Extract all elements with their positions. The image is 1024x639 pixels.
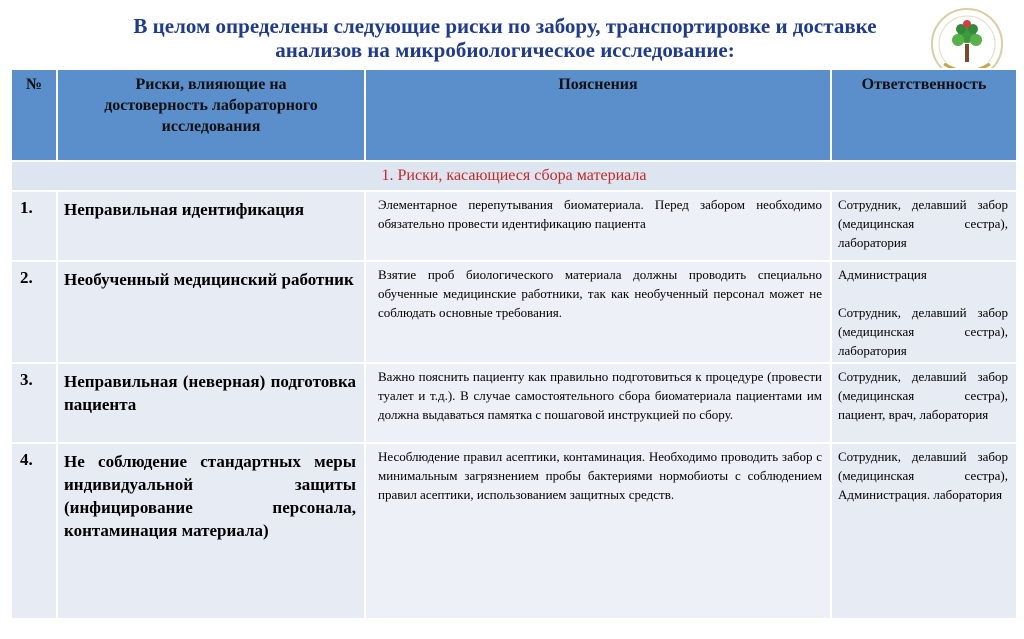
risk-table [10,68,1018,620]
row-number: 3. [11,363,57,443]
header-row [11,69,1017,161]
risk-explanation: Несоблюдение правил асептики, контаминация. Необходимо проводить забор с минимальным загрязнением пробы бактериями нормобиоты с соблюдением правил асептики, использованием защитных средств. [365,443,831,619]
header-explanations: Пояснения [365,69,831,161]
section-title: 1. Риски, касающиеся сбора материала [11,161,1017,191]
risk-responsibility [831,363,1017,443]
section-row [11,161,1017,191]
risk-explanation: Важно пояснить пациенту как правильно подготовиться к процедуре (провести туалет и т.д.). В случае самостоятельного сбора биоматериала пациентами им должна выдаваться памятка с пошаговой инструкцией по сбору. [365,363,831,443]
header-responsibility: Ответственность [831,69,1017,161]
risk-responsibility [831,261,1017,363]
responsibility-text: Сотрудник, делавший забор (медицинская сестра), лаборатория [838,197,1008,250]
table-row [11,363,1017,443]
header-risks: Риски, влияющие на достоверность лабораторного исследования [57,69,365,161]
table-row [11,443,1017,619]
responsibility-text: Сотрудник, делавший забор (медицинская сестра), лаборатория [838,305,1008,358]
risk-responsibility [831,191,1017,261]
row-number: 1. [11,191,57,261]
risk-explanation: Элементарное перепутывания биоматериала. Перед забором необходимо обязательно провести идентификацию пациента [365,191,831,261]
title-line-1: В целом определены следующие риски по забору, транспортировке и доставке [133,14,877,38]
responsibility-text: Сотрудник, делавший забор (медицинская сестра), пациент, врач, лаборатория [838,369,1008,422]
header-num: № [11,69,57,161]
responsibility-text: Администрация [838,267,927,282]
risk-name: Необученный медицинский работник [57,261,365,363]
title-line-2: анализов на микробиологическое исследование: [275,38,735,62]
risk-explanation: Взятие проб биологического материала должны проводить специально обученные медицинские работники, так как необученный персонал может не соблюдать основные требования. [365,261,831,363]
table-row [11,261,1017,363]
risk-name: Неправильная идентификация [57,191,365,261]
table-row [11,191,1017,261]
risk-name: Не соблюдение стандартных меры индивидуальной защиты (инфицирование персонала, контаминация материала) [57,443,365,619]
row-number: 4. [11,443,57,619]
row-number: 2. [11,261,57,363]
responsibility-text: Сотрудник, делавший забор (медицинская сестра), Администрация. лаборатория [838,449,1008,502]
risk-responsibility [831,443,1017,619]
risk-name: Неправильная (неверная) подготовка пациента [57,363,365,443]
page-title [60,14,950,62]
